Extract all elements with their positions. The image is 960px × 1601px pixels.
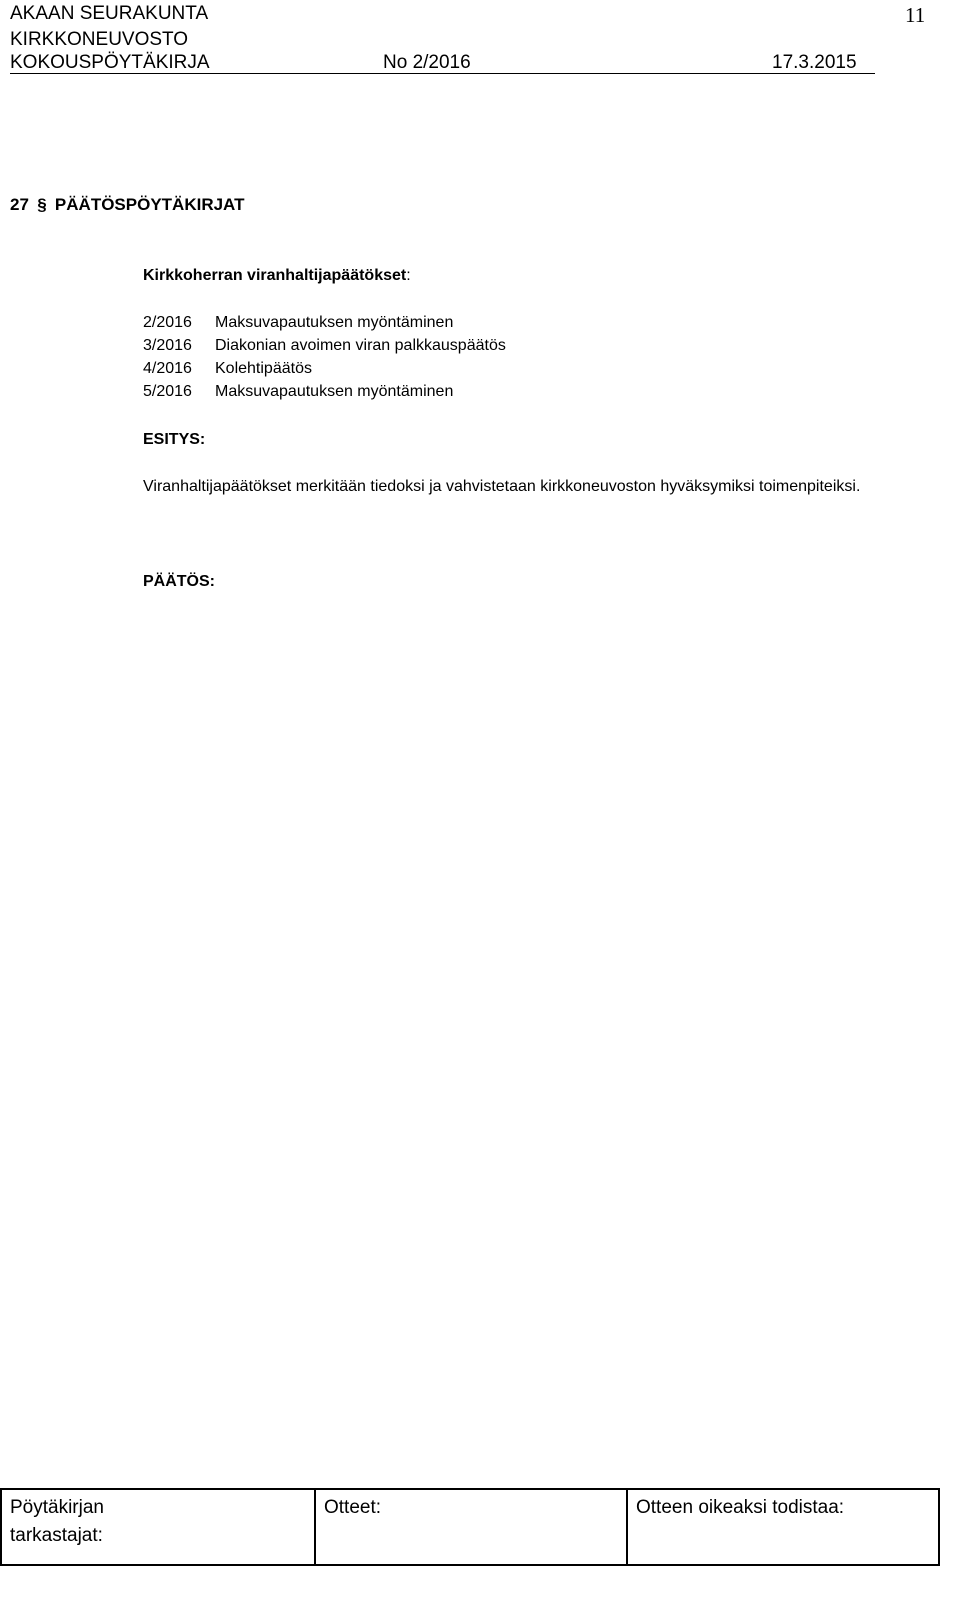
certified-cell: [626, 1490, 938, 1564]
decision-list: [143, 311, 506, 403]
decision-number: 4/2016: [143, 360, 192, 377]
decision-number: 5/2016: [143, 383, 192, 400]
header-body: KIRKKONEUVOSTO: [10, 29, 189, 50]
decisions-heading: [143, 264, 411, 287]
section-title: [10, 194, 244, 216]
decision-text: Diakonian avoimen viran palkkauspäätös: [215, 337, 506, 354]
proposal-label: ESITYS:: [143, 431, 206, 448]
list-item: [143, 380, 506, 403]
section-number: 27: [10, 195, 29, 214]
decision-text: Maksuvapautuksen myöntäminen: [215, 383, 454, 400]
extracts-label: Otteet:: [324, 1497, 382, 1518]
reviewers-cell: [2, 1490, 314, 1564]
decision-text: Kolehtipäätös: [215, 360, 312, 377]
section-heading: PÄÄTÖSPÖYTÄKIRJAT: [54, 195, 245, 214]
decision-number: 3/2016: [143, 337, 192, 354]
proposal-text: Viranhaltijapäätökset merkitään tiedoksi ja vahvistetaan kirkkoneuvoston hyväksymiksi toimenpiteiksi.: [143, 478, 861, 495]
decision-text: Maksuvapautuksen myöntäminen: [215, 314, 454, 331]
decision-label: PÄÄTÖS:: [143, 573, 215, 590]
decisions-heading-colon: :: [406, 267, 411, 284]
decision-number: 2/2016: [143, 314, 192, 331]
header-org: AKAAN SEURAKUNTA: [10, 3, 209, 24]
reviewers-label-line2: tarkastajat:: [10, 1525, 103, 1546]
signature-table: [0, 1488, 940, 1566]
list-item: [143, 311, 506, 334]
header-doc-type: KOKOUSPÖYTÄKIRJA: [10, 52, 210, 73]
reviewers-label-line1: Pöytäkirjan: [10, 1497, 104, 1518]
list-item: [143, 334, 506, 357]
certified-label: Otteen oikeaksi todistaa:: [636, 1497, 845, 1518]
header-number: No 2/2016: [383, 52, 471, 73]
header-date: 17.3.2015: [772, 52, 857, 73]
decisions-heading-text: Kirkkoherran viranhaltijapäätökset: [143, 267, 407, 284]
extracts-cell: [314, 1490, 626, 1564]
section-mark: §: [37, 195, 47, 214]
list-item: [143, 357, 506, 380]
page-number: 11: [905, 3, 926, 27]
header-divider: [10, 73, 875, 74]
